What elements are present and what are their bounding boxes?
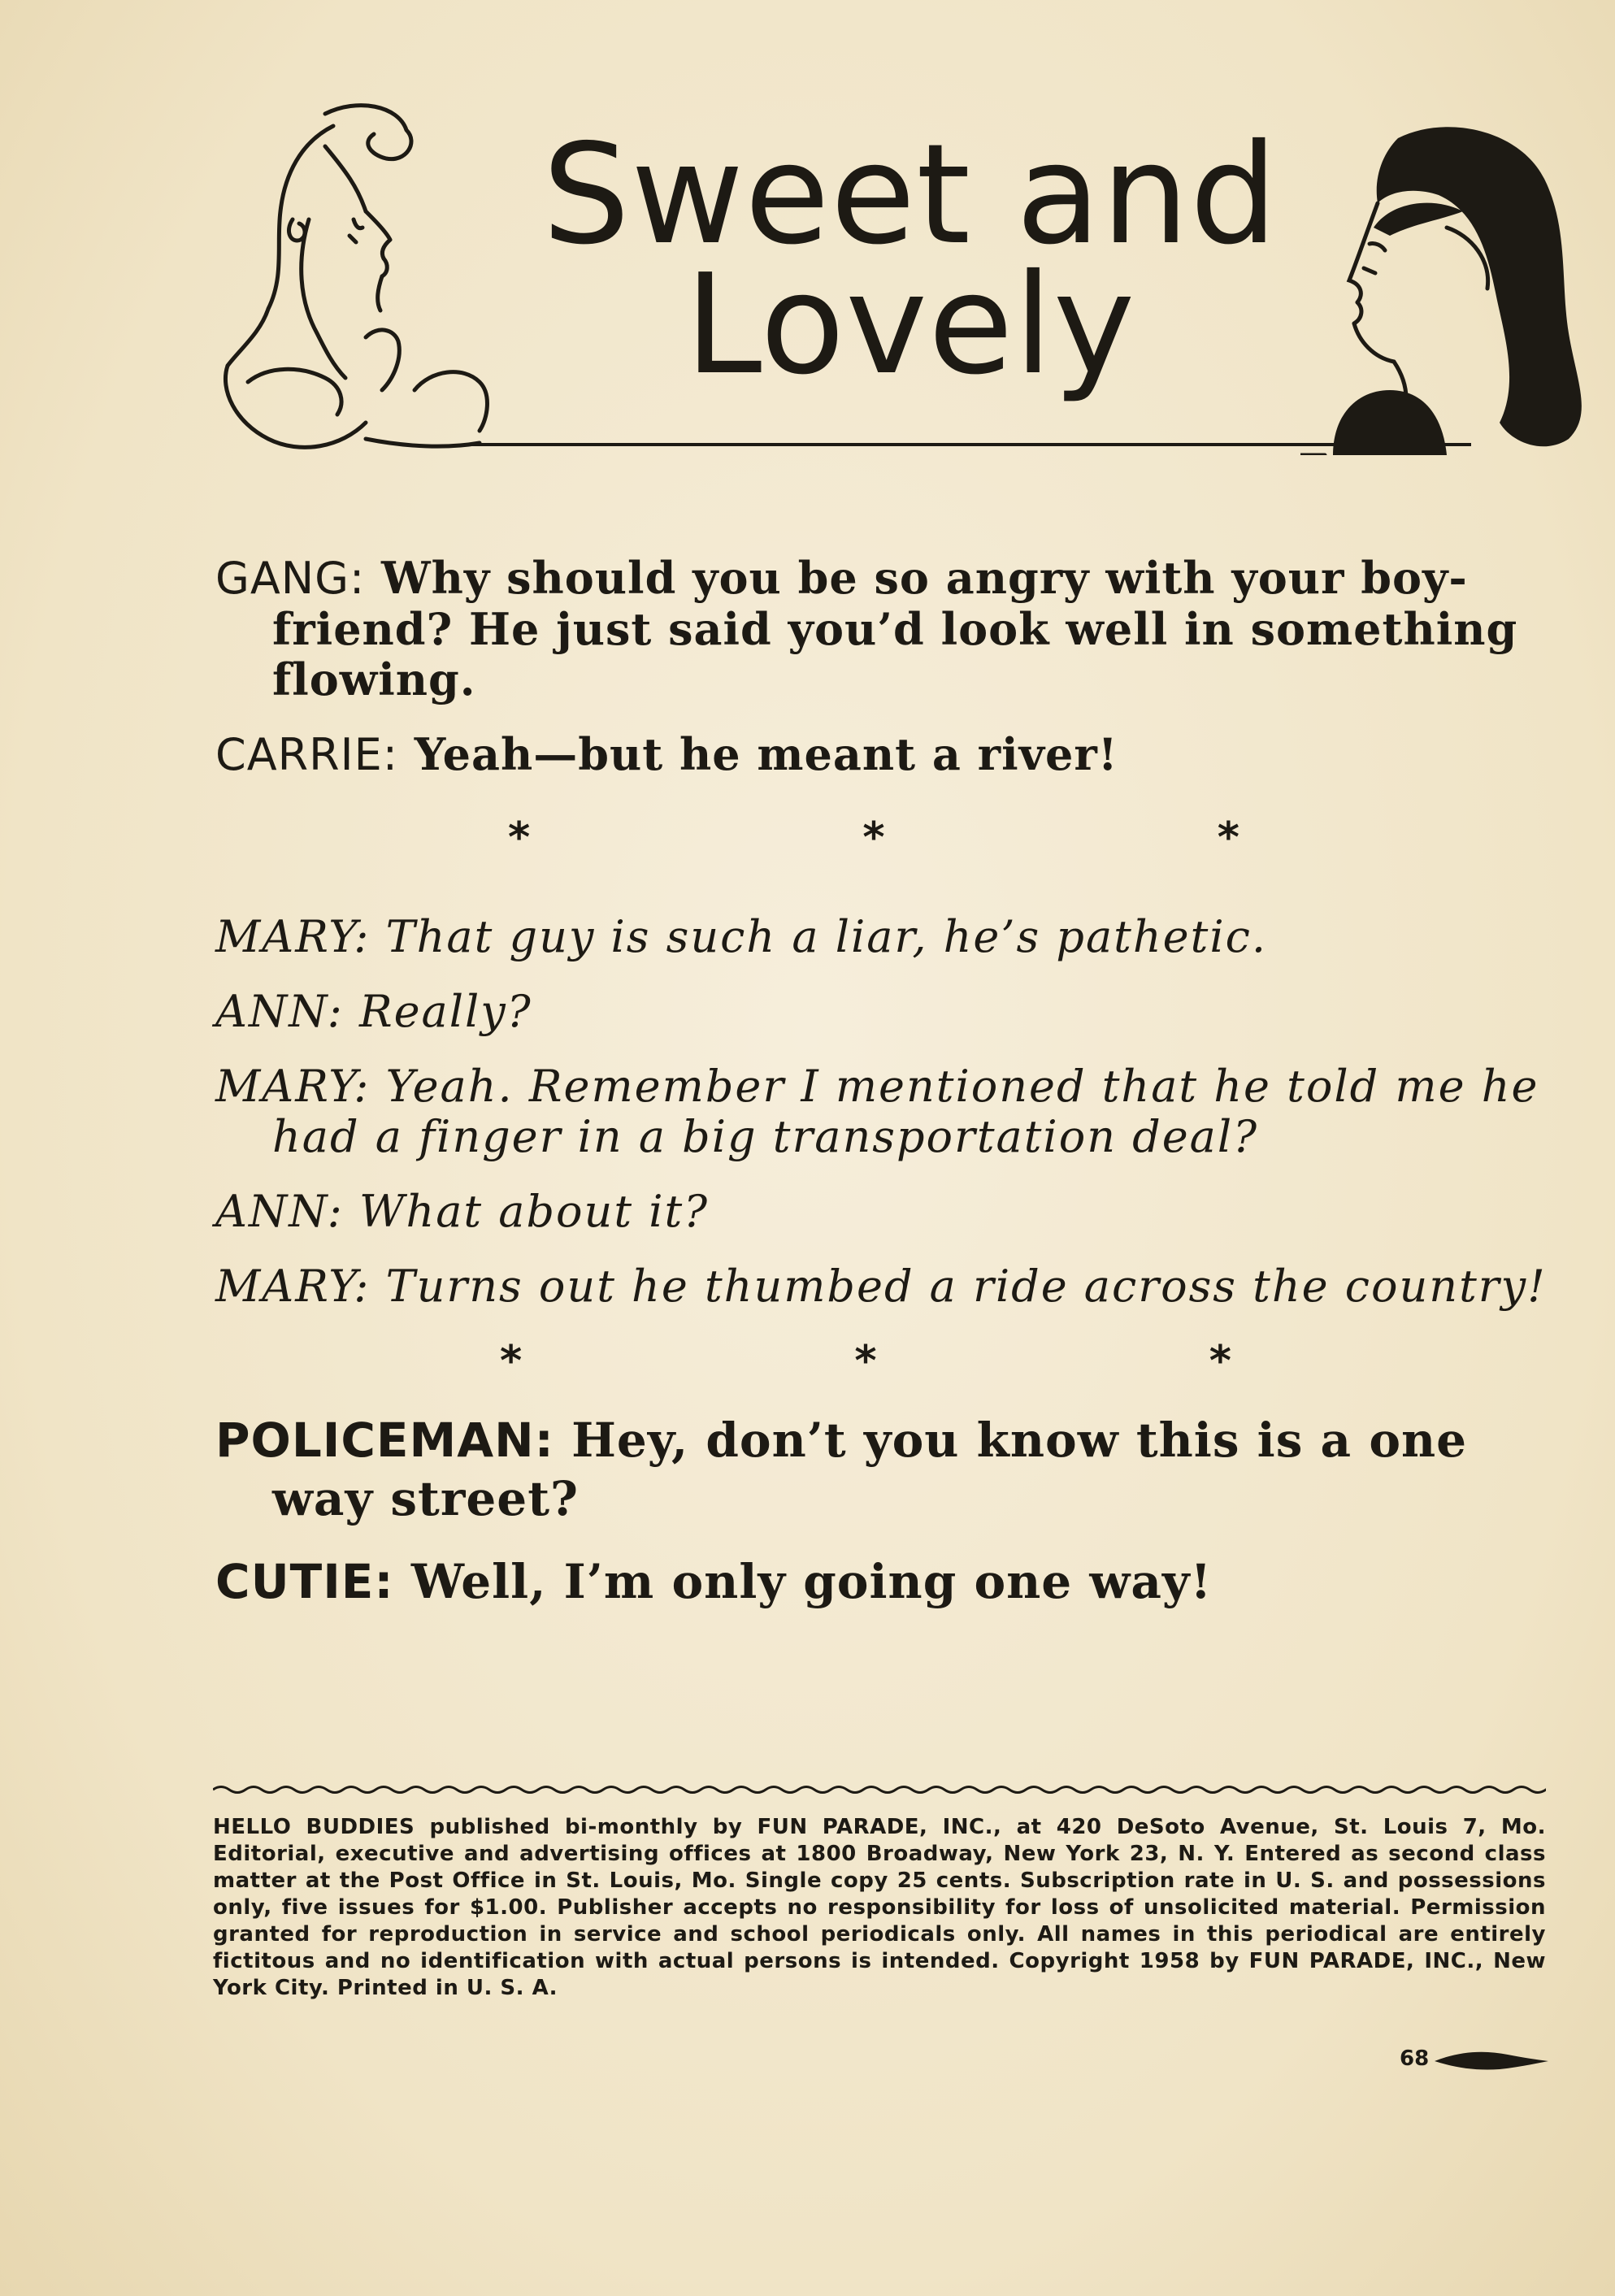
speaker-name: CUTIE:	[215, 1554, 394, 1609]
speaker-name: ANN:	[215, 986, 344, 1037]
jokes-body	[215, 553, 1548, 1635]
asterisk: *	[854, 1337, 877, 1386]
speaker-name: CARRIE:	[215, 729, 398, 780]
page-number-ornament	[1435, 2050, 1548, 2071]
page-title	[520, 115, 1300, 406]
dialogue-line	[215, 1411, 1548, 1528]
dialogue-line	[215, 987, 1548, 1037]
dialogue-text: Yeah—but he meant a river!	[414, 728, 1118, 780]
publication-imprint: HELLO BUDDIES published bi-monthly by FUN PARADE, INC., at 420 DeSoto Avenue, St. Louis 7, Mo. Editorial, executive and advertising offices at 1800 Broadway, New York 23, N. Y. Entered as second class matter at the Post Office in St. Louis, Mo. Single copy 25 cents. Subscription rate in U. S. and possessions only, five issues for $1.00. Publisher accepts no responsibility for loss of unsolicited material. Permission granted for reproduction in service and school periodicals only. All names in this periodical are entirely fictitous and no identification with actual persons is intended. Copyright 1958 by FUN PARADE, INC., New York City. Printed in U. S. A.	[213, 1815, 1546, 2000]
joke-1	[215, 553, 1548, 780]
dialogue-line	[215, 729, 1548, 780]
dialogue-text: Hey, don’t you know this is a one way street?	[272, 1413, 1468, 1526]
asterisk: *	[500, 1337, 523, 1386]
asterisk: *	[1217, 814, 1239, 862]
section-separator	[500, 1336, 1231, 1387]
title-line-1: Sweet and	[542, 115, 1279, 276]
speaker-name: GANG:	[215, 553, 366, 604]
dialogue-text: That guy is such a liar, he’s pathetic.	[385, 911, 1267, 962]
dialogue-text: Well, I’m only going one way!	[410, 1554, 1213, 1609]
dialogue-text: Turns out he thumbed a ride across the country!	[385, 1261, 1547, 1312]
joke-3	[215, 1411, 1548, 1611]
page-number: 68	[1400, 2046, 1430, 2071]
dialogue-text: Why should you be so angry with your boy-friend? He just said you’d look well in something flowing.	[272, 552, 1518, 705]
dialogue-line	[215, 912, 1548, 962]
title-line-2: Lovely	[684, 245, 1136, 406]
dialogue-line	[215, 1261, 1548, 1312]
asterisk: *	[508, 814, 531, 862]
wavy-divider	[213, 1784, 1546, 1795]
speaker-name: MARY:	[215, 1261, 371, 1312]
dialogue-line	[215, 553, 1548, 705]
asterisk: *	[862, 814, 885, 862]
speaker-name: ANN:	[215, 1186, 344, 1237]
dialogue-line	[215, 1187, 1548, 1237]
joke-2	[215, 912, 1548, 1312]
speaker-name: POLICEMAN:	[215, 1413, 554, 1468]
brunette-girl-illustration	[1300, 114, 1593, 455]
blonde-girl-illustration	[203, 98, 528, 455]
speaker-name: MARY:	[215, 1061, 371, 1112]
dialogue-text: What about it?	[358, 1186, 710, 1237]
dialogue-line	[215, 1552, 1548, 1611]
asterisk: *	[1209, 1337, 1231, 1386]
section-separator	[508, 813, 1239, 863]
dialogue-text: Yeah. Remember I mentioned that he told me he had a finger in a big transportation deal?	[272, 1061, 1539, 1162]
speaker-name: MARY:	[215, 911, 371, 962]
dialogue-text: Really?	[358, 986, 532, 1037]
header	[195, 98, 1593, 455]
dialogue-line	[215, 1061, 1548, 1162]
